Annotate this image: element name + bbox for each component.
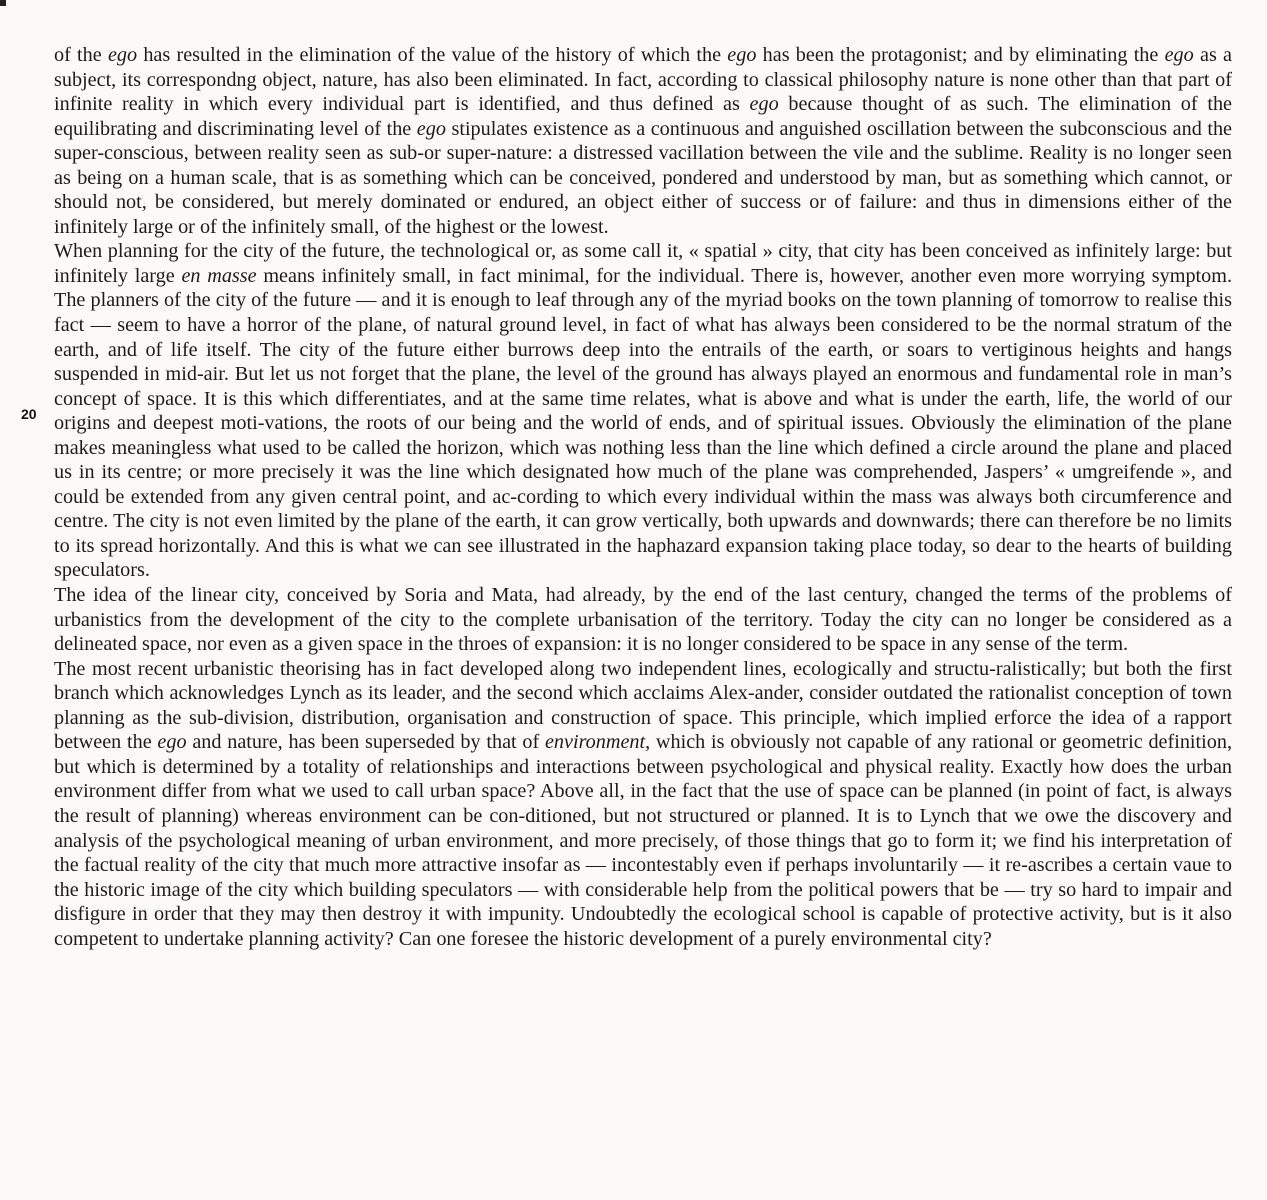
paragraph-2 bbox=[54, 239, 1232, 583]
text-run: because thought of as such. The elimination of the equilibrating and discriminating level of the bbox=[54, 93, 1233, 140]
italic-run: ego bbox=[727, 44, 757, 66]
corner-mark bbox=[0, 0, 6, 6]
text-run: The most recent urbanistic theorising has in fact developed along two independent lines, ecologically and structu-ralistically; but both the first branch which acknowledges Lynch as its leader, and the second which acclaims Alex-ander, consider outdated the rationalist conception of town planning as the sub-division, distribution, organisation and construction of space. This principle, which implied erforce the idea of a rapport between the bbox=[54, 657, 1232, 754]
text-run: has resulted in the elimination of the value of the history of which the bbox=[137, 44, 728, 66]
text-run: means infinitely small, in fact minimal, for the individual. There is, however, another even more worrying symptom. The planners of the city of the future — and it is enough to leaf through any of the myriad books on the town planning of tomorrow to realise this fact — seem to have a horror of the plane, of natural ground level, in fact of what has always been considered to be the normal stratum of the earth, and of life itself. The city of the future either burrows deep into the entrails of the earth, or soars to vertiginous heights and hangs suspended in mid-air. But let us not forget that the plane, the level of the ground has always played an enormous and fundamental role in man’s concept of space. It is this which differentiates, and at the same time relates, what is above and what is under the earth, life, the world of our origins and deepest moti-vations, the roots of our being and the world of ends, and of spiritual issues. Obviously the elimination of the plane makes meaningless what used to be called the horizon, which was nothing less than the line which defined a circle around the plane and placed us in its centre; or more precisely it was the line which designated how much of the plane was comprehended, Jaspers’ « umgreifende », and could be extended from any given central point, and ac-cording to which every individual within the mass was always both circumference and centre. The city is not even limited by the plane of the earth, it can grow vertically, both upwards and downwards; there can therefore be no limits to its spread horizontally. And this is what we can see illustrated in the haphazard expansion taking place today, so dear to the hearts of building speculators. bbox=[54, 264, 1233, 582]
paragraph-4 bbox=[54, 657, 1232, 952]
text-run: has been the protagonist; and by eliminating the bbox=[756, 44, 1165, 66]
italic-run: ego bbox=[107, 44, 138, 66]
text-run: The idea of the linear city, conceived by Soria and Mata, had already, by the end of the last century, changed the terms of the problems of urbanistics from the development of the city to the complete urbanisation of the territory. Today the city can no longer be considered as a delineated space, nor even as a given space in the throes of expansion: it is no longer considered to be space in any sense of the term. bbox=[54, 584, 1232, 656]
text-run: as a subject, its correspondng object, nature, has also been eliminated. In fact, according to classical philosophy nature is none other than that part of infinite reality in which every individual part is identified, and thus defined as bbox=[54, 44, 1232, 116]
italic-run: ego bbox=[157, 731, 187, 754]
paragraph-3 bbox=[54, 583, 1232, 657]
italic-run: en masse bbox=[181, 264, 257, 287]
text-run: stipulates existence as a continuous and anguished oscillation between the subconscious and the super-conscious, between reality seen as sub-or super-nature: a distressed vacillation between the vile and the sublime. Reality is no longer seen as being on a human scale, that is as something which can be conceived, pondered and understood by man, but as something which cannot, or should not, be considered, but merely dominated or endured, an object either of success or of failure: and thus in dimensions either of the infinitely large or of the infinitely small, of the highest or the lowest. bbox=[54, 117, 1232, 238]
body-text bbox=[54, 43, 1232, 951]
text-run: , which is obviously not capable of any rational or geometric definition, but which is determined by a totality of relationships and interactions between psychological and physical reality. Exactly how does the urban environment differ from what we used to call urban space? Above all, in the fact that the use of space can be planned (in point of fact, is always the result of planning) whereas environment can be con-ditioned, but not structured or planned. It is to Lynch that we owe the discovery and analysis of the psychological meaning of urban environment, and more precisely, of those things that go to form it; we find his interpretation of the factual reality of the city that much more attractive insofar as — incontestably even if perhaps involuntarily — it re-ascribes a certain vaue to the historic image of the city which building speculators — with considerable help from the political powers that be — try so hard to impair and disfigure in order that they may then destroy it with impunity. Undoubtedly the ecological school is capable of protective activity, but is it also competent to undertake planning activity? Can one foresee the historic development of a purely environmental city? bbox=[54, 731, 1232, 950]
text-run: When planning for the city of the future, the technological or, as some call it, « spatial » city, that city has been conceived as infinitely large: but infinitely large bbox=[54, 240, 1232, 287]
paragraph-1 bbox=[54, 43, 1232, 239]
italic-run: ego bbox=[416, 117, 446, 140]
italic-run: ego bbox=[1164, 44, 1194, 66]
text-run: and nature, has been superseded by that of bbox=[186, 731, 545, 754]
text-run: of the bbox=[54, 44, 108, 66]
italic-run: ego bbox=[749, 93, 779, 116]
italic-run: environment bbox=[544, 731, 646, 754]
page-number: 20 bbox=[21, 406, 37, 422]
